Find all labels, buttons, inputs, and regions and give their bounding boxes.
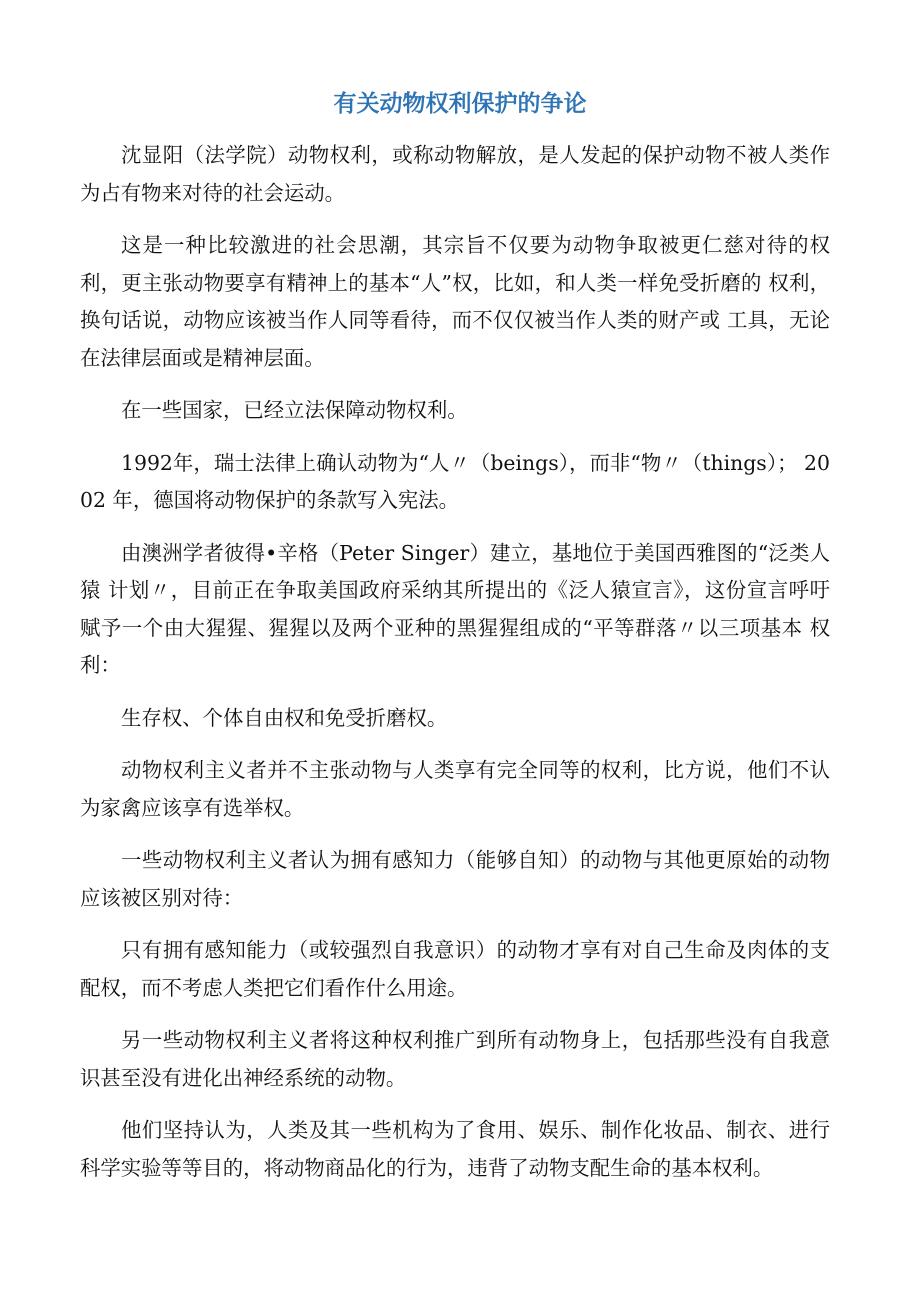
paragraph-5: 由澳洲学者彼得•辛格（Peter Singer）建立，基地位于美国西雅图的“泛类人猿 计划〃，目前正在争取美国政府采纳其所提出的《泛人猿宣言》，这份宣言呼吁 赋予一个由大猩猩、猩猩以及两个亚种的黑猩猩组成的“平等群落〃以三项基本 权利： — [80, 540, 830, 677]
article-body — [80, 137, 830, 1202]
paragraph-10: 另一些动物权利主义者将这种权利推广到所有动物身上，包括那些没有自我意识甚至没有进化出神经系统的动物。 — [80, 1028, 830, 1090]
paragraph-4: 1992年，瑞士法律上确认动物为“人〃（beings），而非“物〃（things）； 2002 年，德国将动物保护的条款写入宪法。 — [80, 450, 830, 512]
paragraph-1: 沈显阳（法学院）动物权利，或称动物解放，是人发起的保护动物不被人类作为占有物来对待的社会运动。 — [80, 143, 830, 205]
paragraph-7: 动物权利主义者并不主张动物与人类享有完全同等的权利，比方说，他们不认为家禽应该享有选举权。 — [80, 758, 830, 820]
paragraph-9: 只有拥有感知能力（或较强烈自我意识）的动物才享有对自己生命及肉体的支配权，而不考虑人类把它们看作什么用途。 — [80, 938, 830, 1000]
paragraph-6: 生存权、个体自由权和免受折磨权。 — [121, 705, 448, 730]
paragraph-2: 这是一种比较激进的社会思潮，其宗旨不仅要为动物争取被更仁慈对待的权利，更主张动物要享有精神上的基本“人”权，比如，和人类一样免受折磨的 权利，换句话说，动物应该被当作人同等看待，而不仅仅被当作人类的财产或 工具，无论在法律层面或是精神层面。 — [80, 233, 830, 370]
page-title: 有关动物权利保护的争论 — [333, 91, 587, 117]
paragraph-8: 一些动物权利主义者认为拥有感知力（能够自知）的动物与其他更原始的动物应该被区别对待： — [80, 848, 830, 910]
paragraph-11: 他们坚持认为，人类及其一些机构为了食用、娱乐、制作化妆品、制衣、进行科学实验等等目的，将动物商品化的行为，违背了动物支配生命的基本权利。 — [80, 1118, 830, 1180]
paragraph-3: 在一些国家，已经立法保障动物权利。 — [121, 398, 468, 422]
